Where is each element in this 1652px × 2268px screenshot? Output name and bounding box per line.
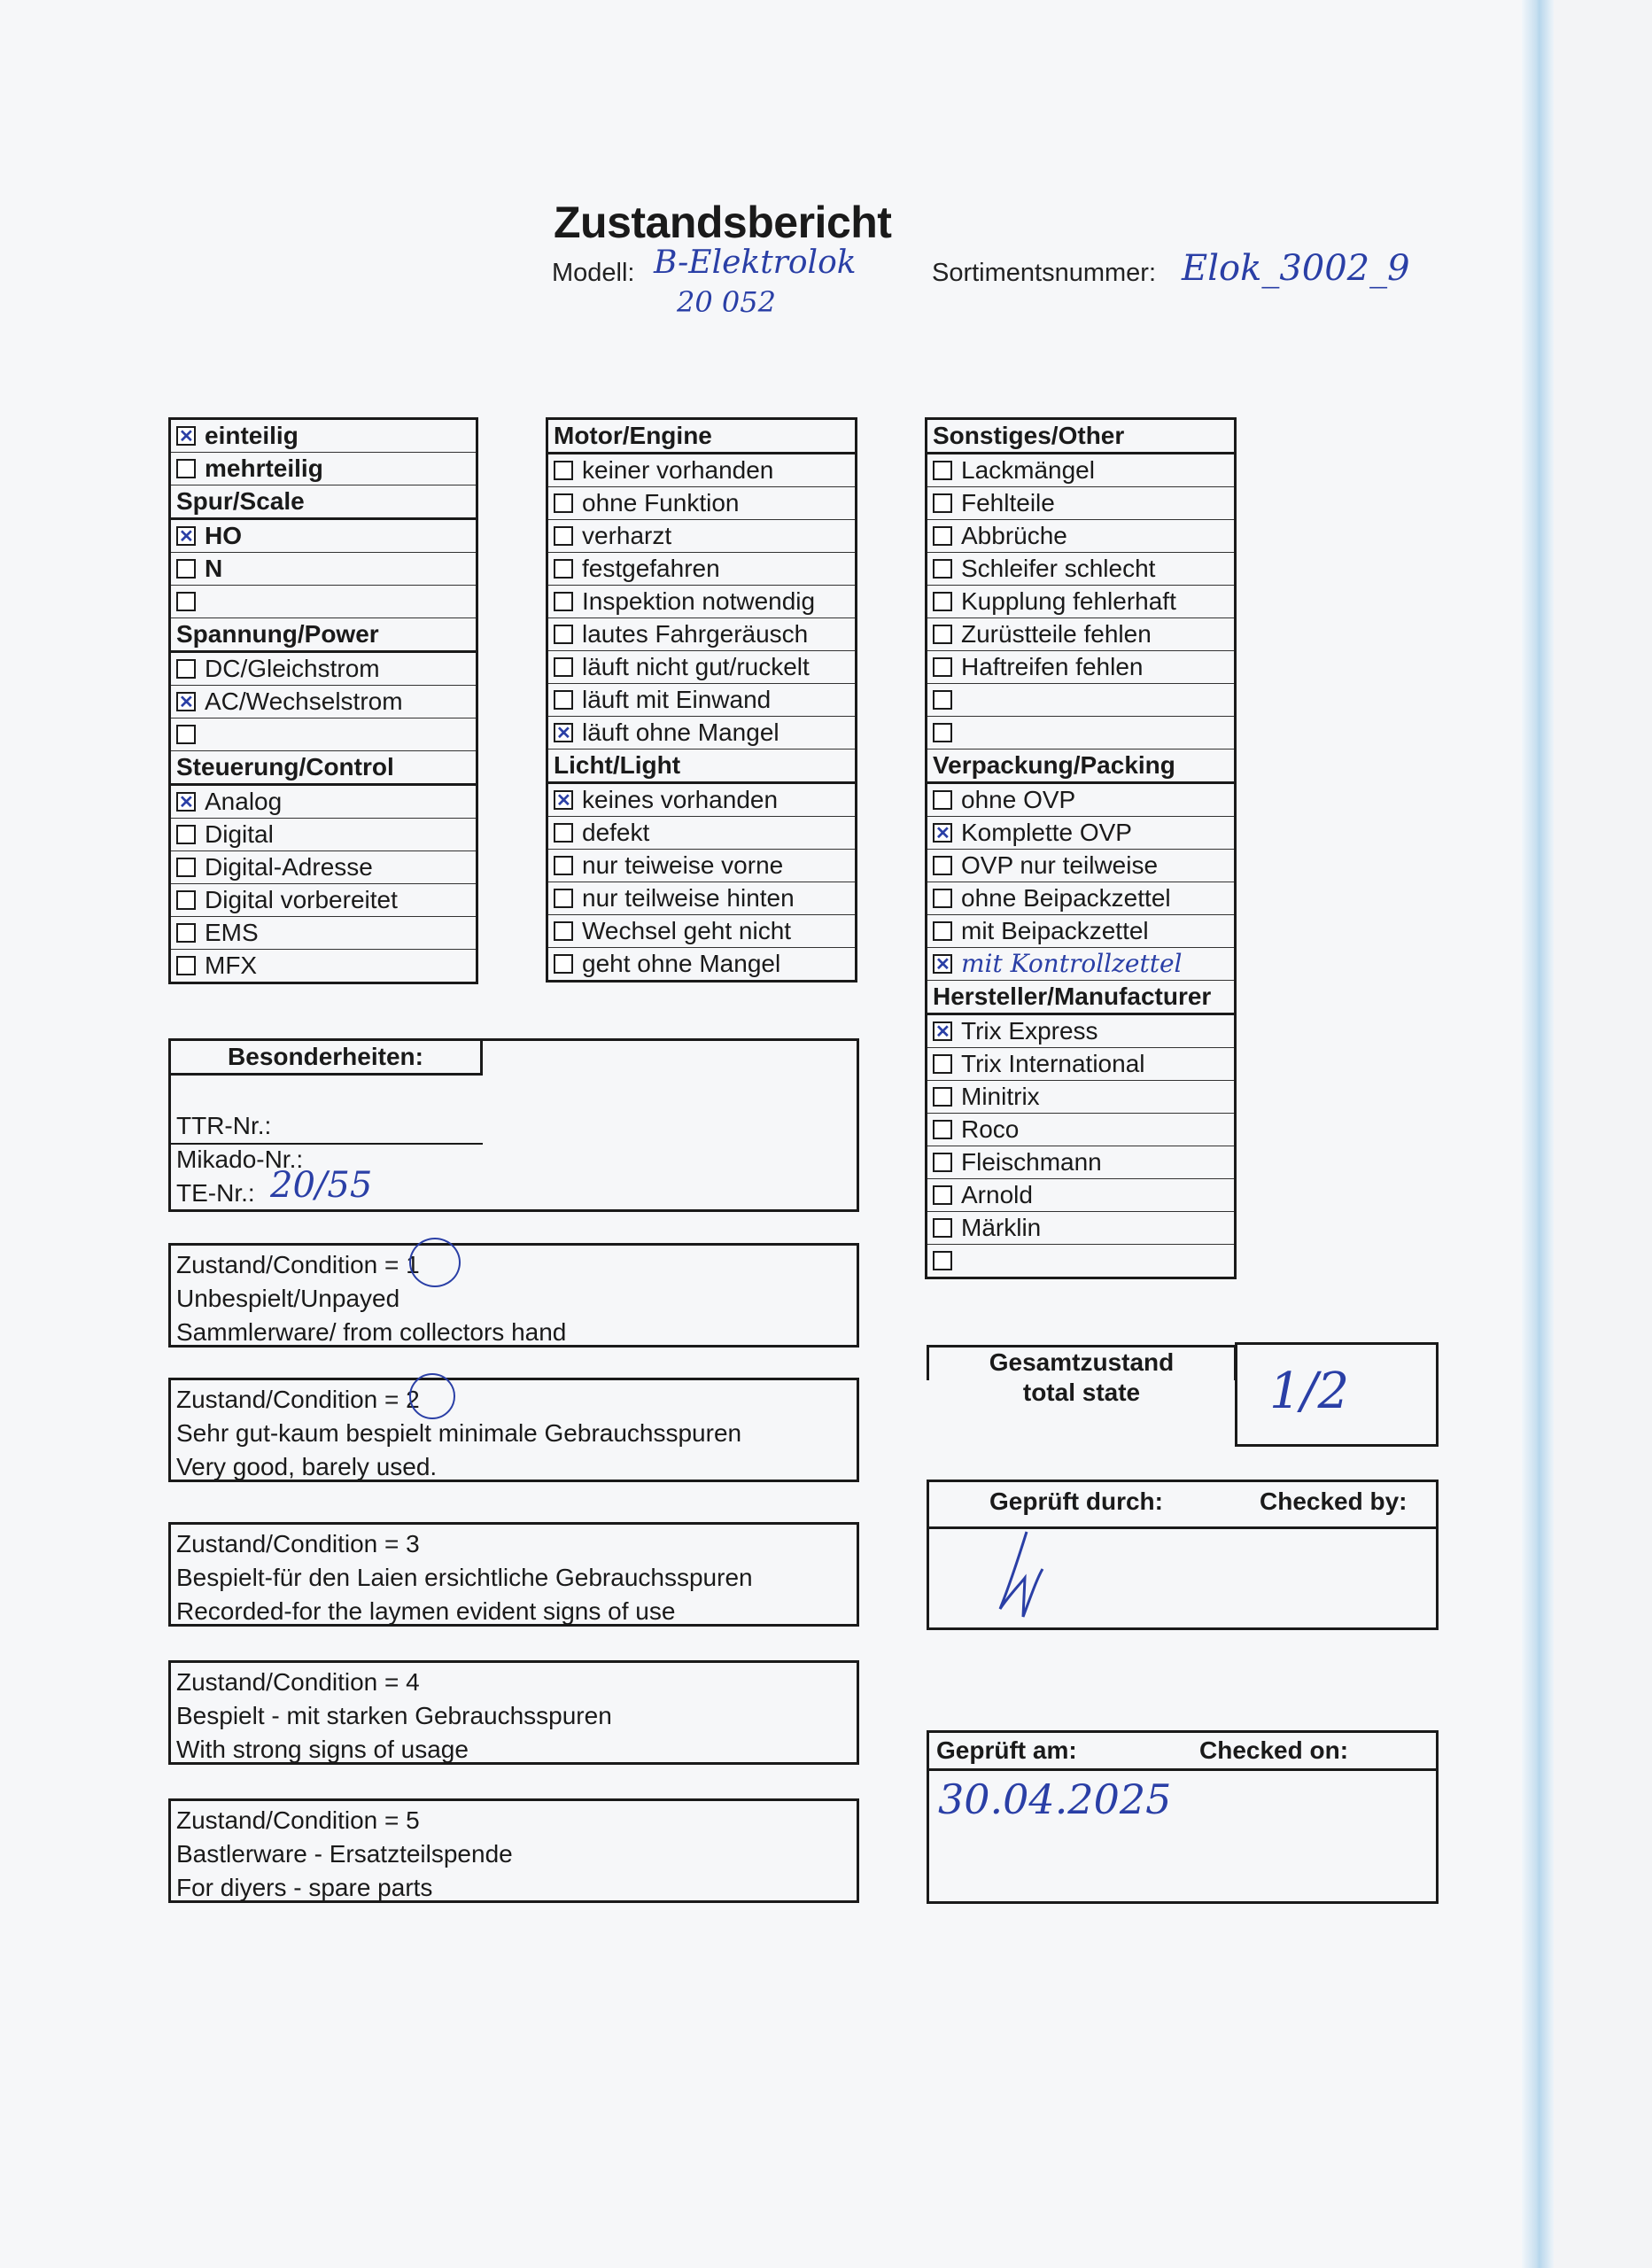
page-edge-shadow (1522, 0, 1554, 2268)
condition-4-de: Bespielt - mit starken Gebrauchsspuren (176, 1702, 612, 1729)
col3-item (927, 684, 1236, 717)
checkbox[interactable] (554, 823, 573, 843)
checkbox[interactable] (176, 659, 196, 679)
col3-row (927, 783, 1236, 817)
col3-row (927, 618, 1236, 651)
col1-item (170, 785, 477, 819)
col2-section-header: Motor/Engine (547, 419, 857, 454)
col1-item-label: Digital-Adresse (205, 853, 373, 881)
col3-item (927, 520, 1236, 553)
col3-item (927, 651, 1236, 684)
checked-on-date: 30.04.2025 (938, 1775, 1172, 1823)
checkbox[interactable] (933, 559, 952, 579)
checkbox[interactable] (554, 592, 573, 611)
col1-row (170, 586, 477, 618)
checkbox[interactable] (554, 625, 573, 644)
col3-item-label: ohne Beipackzettel (961, 884, 1171, 912)
checkbox[interactable] (933, 790, 952, 810)
col3-row (927, 850, 1236, 882)
col3-row (927, 1245, 1236, 1278)
condition-2-title: Zustand/Condition = 2 (176, 1386, 420, 1413)
condition-1-de: Unbespielt/Unpayed (176, 1285, 400, 1312)
col3-row (927, 487, 1236, 520)
col1-row (170, 785, 477, 819)
condition-2-en: Very good, barely used. (176, 1453, 438, 1480)
checkbox[interactable] (554, 954, 573, 974)
ttr-divider (171, 1143, 483, 1145)
checkbox[interactable] (933, 625, 952, 644)
col3-item (927, 454, 1236, 487)
col3-item (927, 817, 1236, 850)
checked-on-box (927, 1730, 1439, 1904)
checkbox[interactable] (176, 692, 196, 711)
col2-item-label: Wechsel geht nicht (582, 917, 792, 944)
col2-item (547, 684, 857, 717)
checkbox[interactable] (554, 889, 573, 908)
checkbox[interactable] (176, 890, 196, 910)
col3-item (927, 882, 1236, 915)
condition-3-title: Zustand/Condition = 3 (176, 1530, 420, 1557)
checkbox[interactable] (554, 526, 573, 546)
col3-row (927, 717, 1236, 750)
col1-item-label: MFX (205, 951, 258, 979)
checkbox[interactable] (933, 657, 952, 677)
condition-2-circle (409, 1373, 455, 1419)
col2-row (547, 882, 857, 915)
col3-item-label: Abbrüche (961, 522, 1067, 549)
col3-item-label: Trix Express (961, 1017, 1098, 1045)
col1-section-header: Steuerung/Control (170, 751, 477, 785)
condition-2-de: Sehr gut-kaum bespielt minimale Gebrauchsspuren (176, 1419, 742, 1447)
ttr-label: TTR-Nr.: (176, 1112, 272, 1139)
col2-item-label: lautes Fahrgeräusch (582, 620, 809, 648)
col3-item (927, 850, 1236, 882)
col1-item (170, 917, 477, 950)
col3-item (927, 783, 1236, 817)
checkbox[interactable] (554, 461, 573, 480)
checkbox[interactable] (554, 493, 573, 513)
col2-item-label: defekt (582, 819, 650, 846)
col2-item (547, 520, 857, 553)
col3-item-label: mit Beipackzettel (961, 917, 1149, 944)
col3-row (927, 586, 1236, 618)
col3-section-header: Sonstiges/Other (927, 419, 1236, 454)
col3-row (927, 1212, 1236, 1245)
condition-4-box (168, 1660, 859, 1765)
checkbox[interactable] (176, 426, 196, 446)
col2-row (547, 817, 857, 850)
col1-item (170, 586, 477, 618)
col3-row (927, 419, 1236, 454)
col3-row (927, 817, 1236, 850)
col2-item (547, 817, 857, 850)
col1-item-label: DC/Gleichstrom (205, 655, 380, 682)
checkbox[interactable] (933, 1021, 952, 1041)
col3-item (927, 1114, 1236, 1146)
col2-row (547, 651, 857, 684)
checkbox[interactable] (176, 792, 196, 812)
col3-item-label: Zurüstteile fehlen (961, 620, 1152, 648)
modell-value-1: B-Elektrolok (654, 245, 857, 281)
gesamtzustand-value-box (1235, 1342, 1439, 1447)
checkbox[interactable] (933, 856, 952, 875)
col2-item-label: ohne Funktion (582, 489, 740, 517)
sortiment-value: Elok_3002_9 (1182, 248, 1410, 289)
col2-item (547, 586, 857, 618)
col2-item-label: nur teilweise hinten (582, 884, 795, 912)
document-title: Zustandsbericht (554, 198, 892, 247)
col3-item-label: Kupplung fehlerhaft (961, 587, 1176, 615)
total-state-label: total state (1022, 1379, 1141, 1406)
col2-item-label: geht ohne Mangel (582, 950, 781, 977)
checkbox[interactable] (933, 1087, 952, 1107)
condition-5-de: Bastlerware - Ersatzteilspende (176, 1840, 513, 1868)
col2-row (547, 750, 857, 783)
col3-row (927, 948, 1236, 981)
checkbox[interactable] (176, 956, 196, 975)
condition-2-box (168, 1378, 859, 1482)
col1-row (170, 819, 477, 851)
col2-row (547, 948, 857, 982)
col3-item (927, 915, 1236, 948)
condition-3-box (168, 1522, 859, 1627)
condition-1-title: Zustand/Condition = 1 (176, 1251, 420, 1278)
col2-item-label: verharzt (582, 522, 672, 549)
checkbox[interactable] (554, 790, 573, 810)
gesamtzustand-label: Gesamtzustand (927, 1345, 1237, 1380)
checkbox[interactable] (554, 856, 573, 875)
col2-item-label: nur teiweise vorne (582, 851, 784, 879)
col1-row (170, 485, 477, 519)
col3-item (927, 717, 1236, 750)
col3-item-label: Fehlteile (961, 489, 1055, 517)
col1-item-label: EMS (205, 919, 259, 946)
col3-item (927, 1179, 1236, 1212)
col1-item-label: Digital (205, 820, 274, 848)
col2-row (547, 915, 857, 948)
col3-item (927, 1048, 1236, 1081)
col3-item-label: Haftreifen fehlen (961, 653, 1144, 680)
col2-item (547, 553, 857, 586)
col3-item-label: Fleischmann (961, 1148, 1102, 1176)
checkbox[interactable] (176, 725, 196, 744)
col2-item (547, 618, 857, 651)
col3-row (927, 1146, 1236, 1179)
checked-on-label-de: Geprüft am: (936, 1736, 1077, 1764)
col3-item (927, 618, 1236, 651)
checkbox[interactable] (176, 923, 196, 943)
modell-label: Modell: (552, 259, 635, 287)
col2-item-label: festgefahren (582, 555, 720, 582)
checkbox[interactable] (554, 723, 573, 742)
col3-row (927, 1014, 1236, 1048)
col1-item-label: mehrteilig (205, 454, 323, 482)
col3-row (927, 520, 1236, 553)
col1-row (170, 718, 477, 751)
col1-item-label: Analog (205, 788, 283, 815)
col2-row (547, 850, 857, 882)
col3-item-label: ohne OVP (961, 786, 1076, 813)
col1-item (170, 819, 477, 851)
col3-row (927, 651, 1236, 684)
col1-item (170, 686, 477, 718)
checkbox[interactable] (933, 1218, 952, 1238)
col2-item (547, 454, 857, 487)
col3-item (927, 1245, 1236, 1278)
col1-row (170, 917, 477, 950)
col1-row (170, 519, 477, 553)
col1-row (170, 851, 477, 884)
col3-item (927, 1212, 1236, 1245)
col3-item (927, 1081, 1236, 1114)
checked-on-label-en: Checked on: (1199, 1736, 1349, 1764)
checkbox[interactable] (933, 1153, 952, 1172)
checked-on-divider (929, 1768, 1436, 1771)
col1-item-label: Digital vorbereitet (205, 886, 398, 913)
condition-1-circle (409, 1238, 461, 1287)
checkbox[interactable] (933, 690, 952, 710)
col3-item-label: Roco (961, 1115, 1020, 1143)
col2-item (547, 882, 857, 915)
col3-item (927, 948, 1236, 981)
col2-item (547, 948, 857, 982)
column-3-table (925, 417, 1237, 1279)
col1-row (170, 884, 477, 917)
col1-item-label: einteilig (205, 422, 299, 449)
col3-item (927, 1014, 1236, 1048)
col1-row (170, 751, 477, 785)
checkbox[interactable] (933, 1251, 952, 1270)
col3-item-label: Märklin (961, 1214, 1042, 1241)
checkbox[interactable] (933, 1120, 952, 1139)
scanner-background (1554, 0, 1652, 2268)
te-value: 20/55 (270, 1165, 373, 1206)
col1-row (170, 950, 477, 983)
col1-row (170, 453, 477, 485)
col1-item (170, 553, 477, 586)
condition-5-box (168, 1798, 859, 1903)
col1-row (170, 553, 477, 586)
checkbox[interactable] (176, 559, 196, 579)
checkbox[interactable] (933, 526, 952, 546)
col3-section-header: Verpackung/Packing (927, 750, 1236, 783)
col3-item-label: Schleifer schlecht (961, 555, 1156, 582)
col3-row (927, 684, 1236, 717)
column-2-table (546, 417, 857, 983)
col2-row (547, 586, 857, 618)
col3-row (927, 1114, 1236, 1146)
modell-value-2: 20 052 (677, 285, 776, 319)
col1-row (170, 652, 477, 686)
checkbox[interactable] (933, 921, 952, 941)
col3-row (927, 1179, 1236, 1212)
condition-4-en: With strong signs of usage (176, 1736, 469, 1763)
col2-row (547, 553, 857, 586)
col1-item-label: N (205, 555, 223, 582)
checked-by-box (927, 1480, 1439, 1630)
col3-item (927, 1146, 1236, 1179)
condition-4-title: Zustand/Condition = 4 (176, 1668, 420, 1696)
checkbox[interactable] (933, 823, 952, 843)
col1-item (170, 652, 477, 686)
col2-row (547, 487, 857, 520)
col3-item-label: OVP nur teilweise (961, 851, 1159, 879)
condition-3-en: Recorded-for the laymen evident signs of use (176, 1597, 676, 1625)
col2-row (547, 684, 857, 717)
col3-row (927, 750, 1236, 783)
col1-item (170, 419, 477, 453)
checkbox[interactable] (176, 459, 196, 478)
checkbox[interactable] (933, 493, 952, 513)
col1-row (170, 618, 477, 652)
condition-5-title: Zustand/Condition = 5 (176, 1806, 420, 1834)
col3-item (927, 586, 1236, 618)
mikado-label: Mikado-Nr.: (176, 1146, 304, 1173)
col2-row (547, 783, 857, 817)
col3-item-label: Lackmängel (961, 456, 1095, 484)
col1-section-header: Spur/Scale (170, 485, 477, 519)
col3-row (927, 553, 1236, 586)
col2-row (547, 717, 857, 750)
col2-item (547, 915, 857, 948)
col2-item (547, 850, 857, 882)
col3-section-header: Hersteller/Manufacturer (927, 981, 1236, 1014)
col2-item-label: läuft ohne Mangel (582, 718, 779, 746)
gesamtzustand-value: 1/2 (1269, 1363, 1350, 1420)
col3-row (927, 981, 1236, 1014)
col2-item-label: keines vorhanden (582, 786, 779, 813)
checkbox[interactable] (176, 825, 196, 844)
col1-item (170, 453, 477, 485)
col3-row (927, 454, 1236, 487)
besonderheiten-box (168, 1038, 859, 1212)
col2-item-label: läuft nicht gut/ruckelt (582, 653, 810, 680)
col1-item (170, 884, 477, 917)
col3-item-label: Arnold (961, 1181, 1033, 1208)
sortiment-label: Sortimentsnummer: (932, 259, 1157, 287)
col2-row (547, 419, 857, 454)
col3-item-label: Trix International (961, 1050, 1145, 1077)
checkbox[interactable] (933, 723, 952, 742)
col2-row (547, 520, 857, 553)
col2-item-label: läuft mit Einwand (582, 686, 772, 713)
col1-item (170, 851, 477, 884)
col1-item (170, 519, 477, 553)
col3-row (927, 915, 1236, 948)
checkbox[interactable] (933, 592, 952, 611)
checked-by-label-en: Checked by: (1260, 1487, 1408, 1515)
checkbox[interactable] (933, 1054, 952, 1074)
col1-item (170, 950, 477, 983)
checkbox[interactable] (933, 954, 952, 974)
condition-3-de: Bespielt-für den Laien ersichtliche Gebrauchsspuren (176, 1564, 753, 1591)
checkbox[interactable] (554, 559, 573, 579)
col3-item-label: mit Kontrollzettel (961, 949, 1183, 978)
signature-initials (991, 1525, 1053, 1622)
col1-item-label: AC/Wechselstrom (205, 687, 403, 715)
checkbox[interactable] (554, 921, 573, 941)
checkbox[interactable] (933, 889, 952, 908)
col1-row (170, 686, 477, 718)
col1-item (170, 718, 477, 751)
condition-1-en: Sammlerware/ from collectors hand (176, 1318, 567, 1346)
checkbox[interactable] (933, 1185, 952, 1205)
col3-row (927, 882, 1236, 915)
col2-item (547, 651, 857, 684)
checkbox[interactable] (176, 592, 196, 611)
col1-item-label: HO (205, 522, 242, 549)
col1-section-header: Spannung/Power (170, 618, 477, 652)
col1-row (170, 419, 477, 453)
col3-item (927, 553, 1236, 586)
col2-item-label: Inspektion notwendig (582, 587, 816, 615)
col3-item-label: Komplette OVP (961, 819, 1132, 846)
checkbox[interactable] (554, 690, 573, 710)
col2-section-header: Licht/Light (547, 750, 857, 783)
col3-row (927, 1081, 1236, 1114)
col2-item (547, 487, 857, 520)
column-1-table (168, 417, 478, 984)
checkbox[interactable] (554, 657, 573, 677)
condition-1-box (168, 1243, 859, 1348)
col2-item (547, 783, 857, 817)
checkbox[interactable] (933, 461, 952, 480)
checkbox[interactable] (176, 858, 196, 877)
col2-row (547, 454, 857, 487)
col3-row (927, 1048, 1236, 1081)
besonderheiten-header: Besonderheiten: (168, 1038, 483, 1076)
col2-row (547, 618, 857, 651)
col2-item-label: keiner vorhanden (582, 456, 774, 484)
condition-5-en: For diyers - spare parts (176, 1874, 433, 1901)
checked-by-label-de: Geprüft durch: (989, 1487, 1163, 1515)
checkbox[interactable] (176, 526, 196, 546)
col3-item-label: Minitrix (961, 1083, 1040, 1110)
te-label: TE-Nr.: (176, 1179, 255, 1207)
col3-item (927, 487, 1236, 520)
col2-item (547, 717, 857, 750)
